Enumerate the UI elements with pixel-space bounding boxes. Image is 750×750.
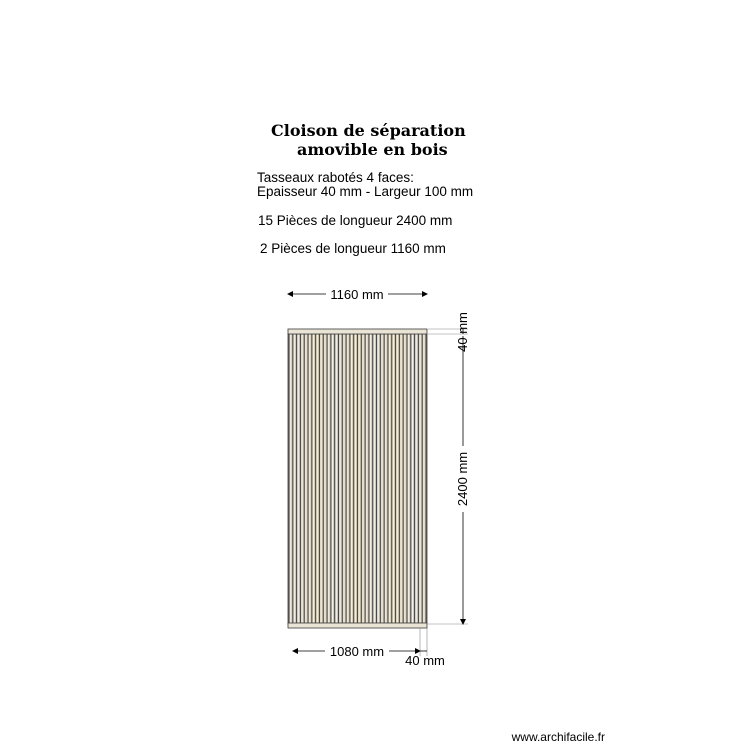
height-dimension [455,336,470,624]
slat-gap-label: 40 mm [405,653,445,668]
top-width-label: 1160 mm [330,287,384,302]
site-credit: www.archifacile.fr [511,730,605,744]
height-label: 2400 mm [455,451,470,507]
note-line-4: 2 Pièces de longueur 1160 mm [260,241,446,256]
slat-group [289,334,426,623]
top-width-dimension [288,286,427,302]
inner-width-label: 1080 mm [329,644,385,659]
note-line-1: Tasseaux rabotés 4 faces: [257,170,414,185]
drawing-title-line-2: amovible en bois [297,140,448,159]
bottom-rail [288,623,427,628]
note-line-3: 15 Pièces de longueur 2400 mm [258,213,453,228]
top-rail [288,329,427,334]
rail-thickness-label: 40 mm [455,312,470,352]
rail-thickness-dimension [455,312,470,352]
partition-panel [288,329,427,628]
drawing-title-line-1: Cloison de séparation [271,121,466,140]
note-line-2: Epaisseur 40 mm - Largeur 100 mm [257,184,474,199]
